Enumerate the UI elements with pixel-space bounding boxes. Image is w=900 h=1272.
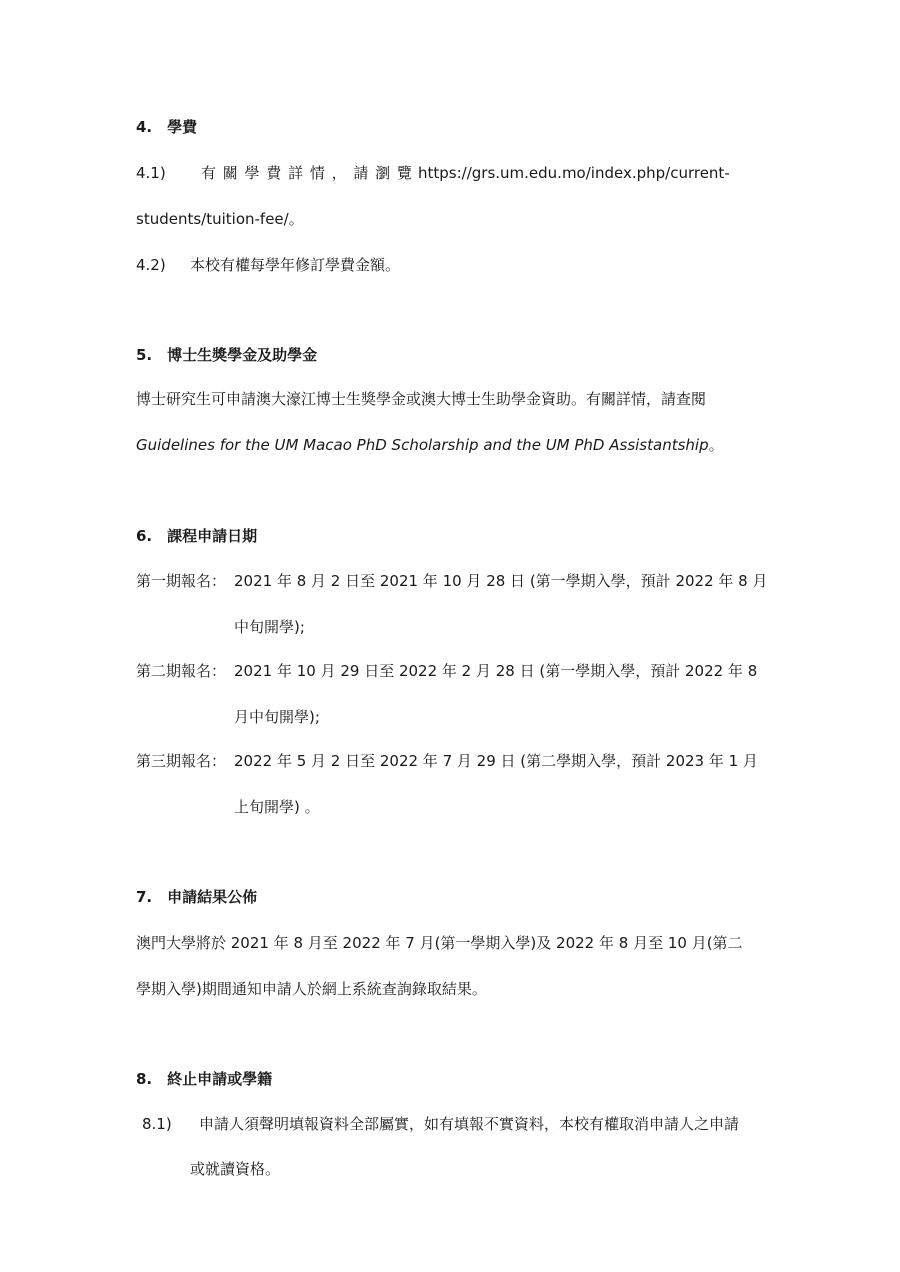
guidelines-period: 。	[708, 436, 724, 454]
period-1-line-1: 2021 年 8 月 2 日至 2021 年 10 月 28 日 (第一學期入學，預計 2022 年 8 月	[234, 572, 768, 590]
section-5-heading: 5. 博士生獎學金及助學金	[136, 346, 318, 364]
item-4-2-number: 4.2)	[136, 256, 166, 274]
section-7-line-2: 學期入學)期間通知申請人於網上系統查詢錄取結果。	[136, 980, 487, 998]
item-4-1-url[interactable]: https://grs.um.edu.mo/index.php/current-	[418, 164, 730, 182]
item-8-1-number: 8.1)	[142, 1115, 172, 1133]
item-8-1-line-2: 或就讀資格。	[190, 1160, 281, 1178]
section-4-heading: 4. 學費	[136, 118, 198, 136]
period-1-label: 第一期報名：	[136, 572, 227, 590]
section-6-heading: 6. 課程申請日期	[136, 527, 258, 545]
period-1-line-2: 中旬開學);	[234, 618, 305, 636]
item-4-1-number: 4.1)	[136, 164, 166, 182]
period-3-label: 第三期報名：	[136, 752, 227, 770]
guidelines-title: Guidelines for the UM Macao PhD Scholarship and the UM PhD Assistantship	[136, 436, 709, 454]
item-4-1-text: 有 關 學 費 詳 情 ， 請 瀏 覽	[201, 164, 413, 182]
period-2-line-1: 2021 年 10 月 29 日至 2022 年 2 月 28 日 (第一學期入學，預計 2022 年 8	[234, 662, 758, 680]
period-3-line-2: 上旬開學) 。	[234, 798, 320, 816]
period-3-line-1: 2022 年 5 月 2 日至 2022 年 7 月 29 日 (第二學期入學，預計 2023 年 1 月	[234, 752, 758, 770]
item-8-1-line-1: 申請人須聲明填報資料全部屬實，如有填報不實資料，本校有權取消申請人之申請	[199, 1115, 740, 1133]
section-8-heading: 8. 終止申請或學籍	[136, 1070, 273, 1088]
section-5-line-2	[136, 435, 724, 455]
period-2-label: 第二期報名：	[136, 662, 227, 680]
item-4-2-text: 本校有權每學年修訂學費金額。	[190, 256, 401, 274]
section-5-line-1: 博士研究生可申請澳大濠江博士生獎學金或澳大博士生助學金資助。有關詳情，請查閱	[136, 390, 707, 408]
section-7-line-1: 澳門大學將於 2021 年 8 月至 2022 年 7 月(第一學期入學)及 2022 年 8 月至 10 月(第二	[136, 934, 743, 952]
period-2-line-2: 月中旬開學);	[234, 708, 320, 726]
section-7-heading: 7. 申請結果公佈	[136, 888, 258, 906]
item-4-1-url-continued[interactable]: students/tuition-fee/。	[136, 210, 304, 228]
